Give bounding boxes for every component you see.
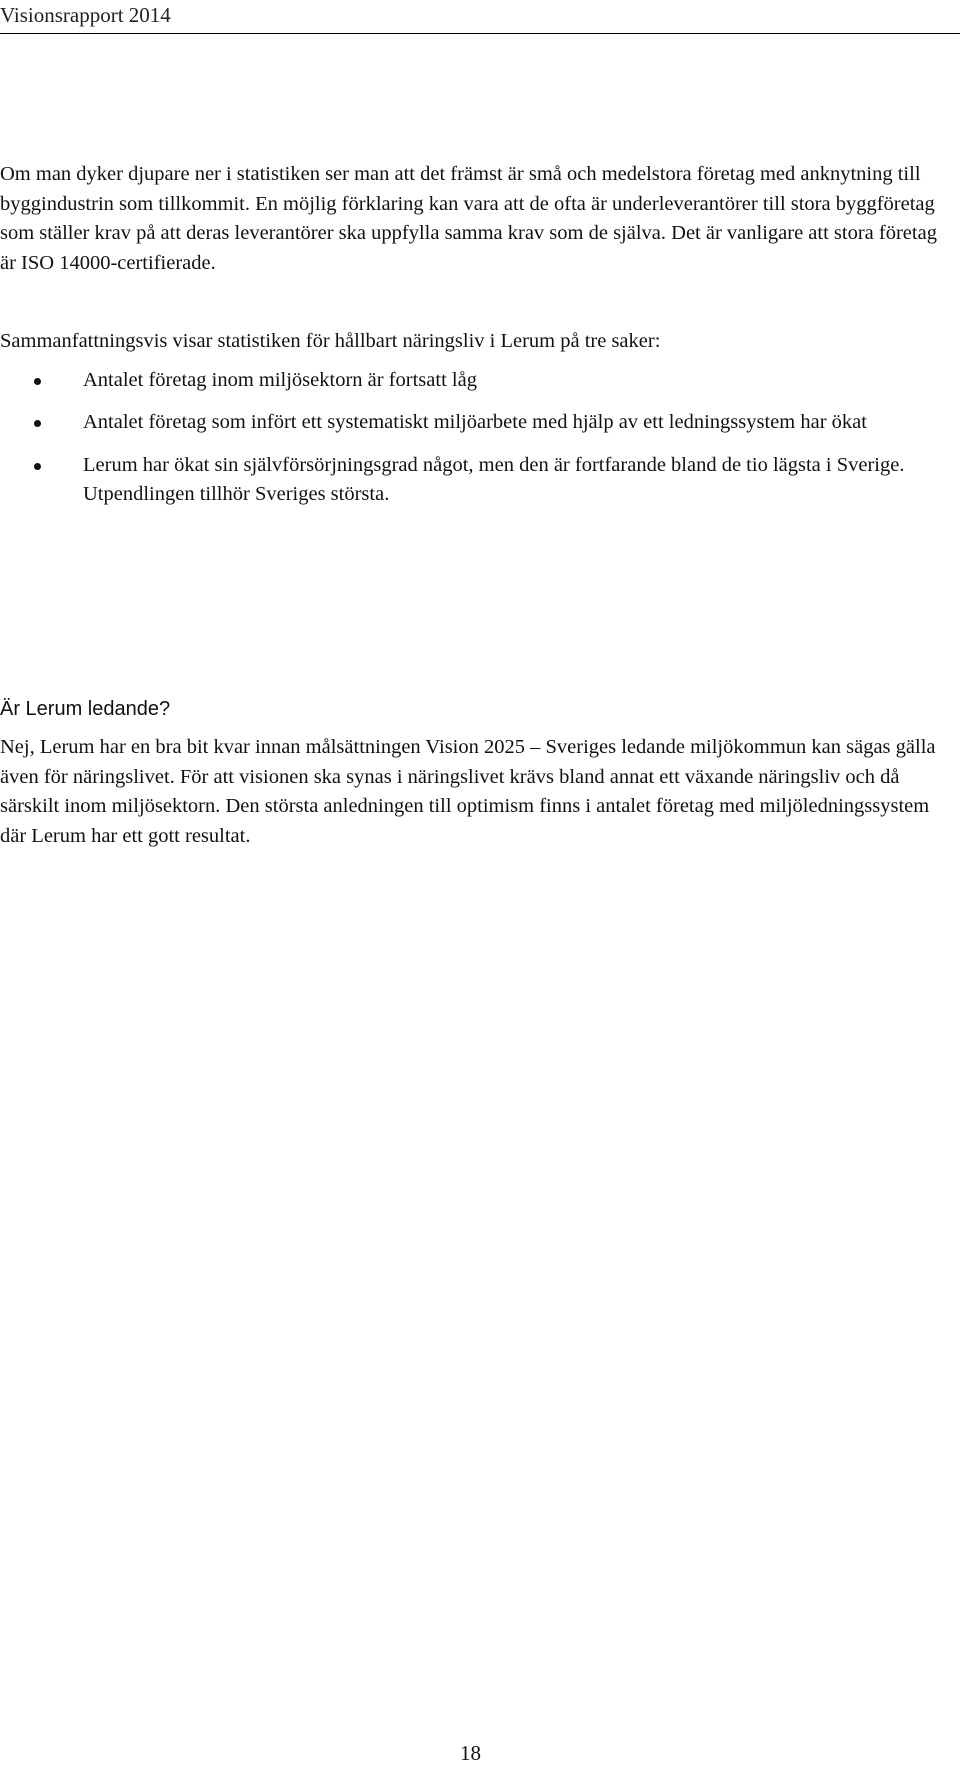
paragraph-conclusion: Nej, Lerum har en bra bit kvar innan målsättningen Vision 2025 – Sveriges ledande miljökommun kan sägas gälla även för näringslivet. För att visionen ska synas i näringslivet krävs bland annat ett växande näringsliv och då särskilt inom miljösektorn. Den största anledningen till optimism finns i antalet företag med miljöledningssystem där Lerum har ett gott resultat. [0,736,936,847]
bullet-text: Lerum har ökat sin självförsörjningsgrad något, men den är fortfarande bland de tio lägsta i Sverige. Utpendlingen tillhör Sveriges största. [83,453,905,505]
main-content [0,160,948,523]
bullet-icon [34,420,41,427]
summary-bullet-list [0,366,948,510]
paragraph-statistics: Om man dyker djupare ner i statistiken ser man att det främst är små och medelstora företag med anknytning till byggindustrin som tillkommit. En möjlig förklaring kan vara att de ofta är underleverantörer till stora byggföretag som ställer krav på att deras leverantörer ska uppfylla samma krav som de själva. Det är vanligare att stora företag är ISO 14000-certifierade. [0,163,937,274]
paragraph-summary-intro: Sammanfattningsvis visar statistiken för hållbart näringsliv i Lerum på tre saker: [0,330,661,352]
list-item [0,451,948,510]
page-number: 18 [460,1741,481,1765]
list-item [0,366,948,396]
bullet-text: Antalet företag inom miljösektorn är fortsatt låg [83,368,477,391]
bullet-icon [34,463,41,470]
list-item [0,408,948,438]
header-divider [0,33,960,34]
bullet-icon [34,378,41,385]
bullet-text: Antalet företag som infört ett systematiskt miljöarbete med hjälp av ett ledningssystem har ökat [83,411,867,433]
section-heading: Är Lerum ledande? [0,698,171,720]
page-header-title: Visionsrapport 2014 [0,3,171,27]
